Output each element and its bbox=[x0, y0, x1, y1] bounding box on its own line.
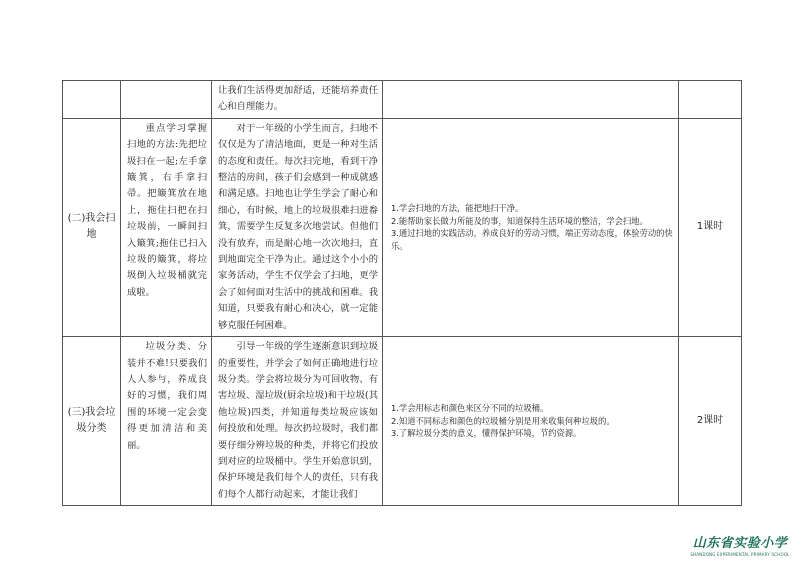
goals-cell bbox=[383, 337, 679, 506]
school-logo bbox=[690, 532, 790, 557]
method-cell bbox=[121, 337, 212, 506]
hours-cell: 2课时 bbox=[679, 337, 742, 506]
reflection-text: 对于一年级的小学生而言，扫地不仅仅是为了清洁地面，更是一种对生活的态度和责任。每次扫完地，看到干净整洁的房间，孩子们会感到一种成就感和满足感。扫地也让学生学会了耐心和细心，有时候，地上的垃圾很难扫进畚箕，需要学生反复多次地尝试。但他们没有放弃，而是耐心地一次次地扫，直到地面完全干净为止。通过这个小小的家务活动，学生不仅学会了扫地，更学会了如何面对生活中的挑战和困难。我知道，只要我有耐心和决心，就一定能够克服任何困难。 bbox=[218, 122, 378, 331]
lesson-plan-table bbox=[62, 80, 742, 506]
topic-cell: (三)我会垃圾分类 bbox=[63, 337, 121, 506]
table-row bbox=[63, 337, 742, 506]
table-row bbox=[63, 81, 742, 119]
reflection-cell bbox=[212, 337, 383, 506]
topic-cell: (二)我会扫地 bbox=[63, 118, 121, 336]
reflection-text: 让我们生活得更加舒适，还能培养责任心和自理能力。 bbox=[218, 85, 378, 113]
reflection-cell bbox=[212, 118, 383, 336]
goals-cell bbox=[383, 81, 679, 119]
goal-item: 2.知道不同标志和颜色的垃圾桶分别是用来收集何种垃圾的。 bbox=[391, 415, 615, 426]
goal-item: 3.了解垃圾分类的意义，懂得保护环境，节约资源。 bbox=[391, 428, 582, 439]
goals-cell bbox=[383, 118, 679, 336]
method-text: 重点学习掌握扫地的方法:先把垃圾扫在一起;左手拿簸箕，右手拿扫帚。把簸箕放在地上，拖住扫把在扫垃圾前，一瞬间扫入簸箕;拖住已扫入垃圾的簸箕，将垃圾倒入垃圾桶就完成啦。 bbox=[127, 122, 207, 298]
reflection-text: 引导一年级的学生逐渐意识到垃圾的重要性，并学会了如何正确地进行垃圾分类。学会将垃圾分为可回收物、有害垃圾、湿垃圾(厨余垃圾)和干垃圾(其他垃圾)四类，并知道每类垃圾应该如何投放和处理。每次扔垃圾时，我们都要仔细分辨垃圾的种类，并将它们投放到对应的垃圾桶中。学生开始意识到，保护环境是我们每个人的责任，只有我们每个人都行动起来，才能让我们 bbox=[218, 341, 378, 500]
topic-cell bbox=[63, 81, 121, 119]
school-logo-english: SHANDONG EXPERIMENTAL PRIMARY SCHOOL bbox=[690, 552, 790, 557]
goal-item: 2.能帮助家长做力所能及的事，知道保持生活环境的整洁，学会扫地。 bbox=[391, 215, 648, 226]
school-logo-name: 山东省实验小学 bbox=[692, 536, 788, 551]
method-cell bbox=[121, 118, 212, 336]
goals-list bbox=[383, 402, 678, 440]
reflection-cell bbox=[212, 81, 383, 119]
goal-item: 1.学会用标志和颜色来区分不同的垃圾桶。 bbox=[391, 403, 549, 414]
table-row bbox=[63, 118, 742, 336]
hours-cell bbox=[679, 81, 742, 119]
method-cell bbox=[121, 81, 212, 119]
goals-list bbox=[383, 202, 678, 252]
goal-item: 3.通过扫地的实践活动，养成良好的劳动习惯，端正劳动态度，体验劳动的快乐。 bbox=[391, 228, 673, 251]
goal-item: 1.学会扫地的方法，能把地扫干净。 bbox=[391, 203, 524, 214]
method-text: 垃圾分类、分装并不难!只要我们人人参与，养成良好的习惯，我们周围的环境一定会变得更加清洁和美丽。 bbox=[127, 341, 207, 451]
hours-cell: 1课时 bbox=[679, 118, 742, 336]
